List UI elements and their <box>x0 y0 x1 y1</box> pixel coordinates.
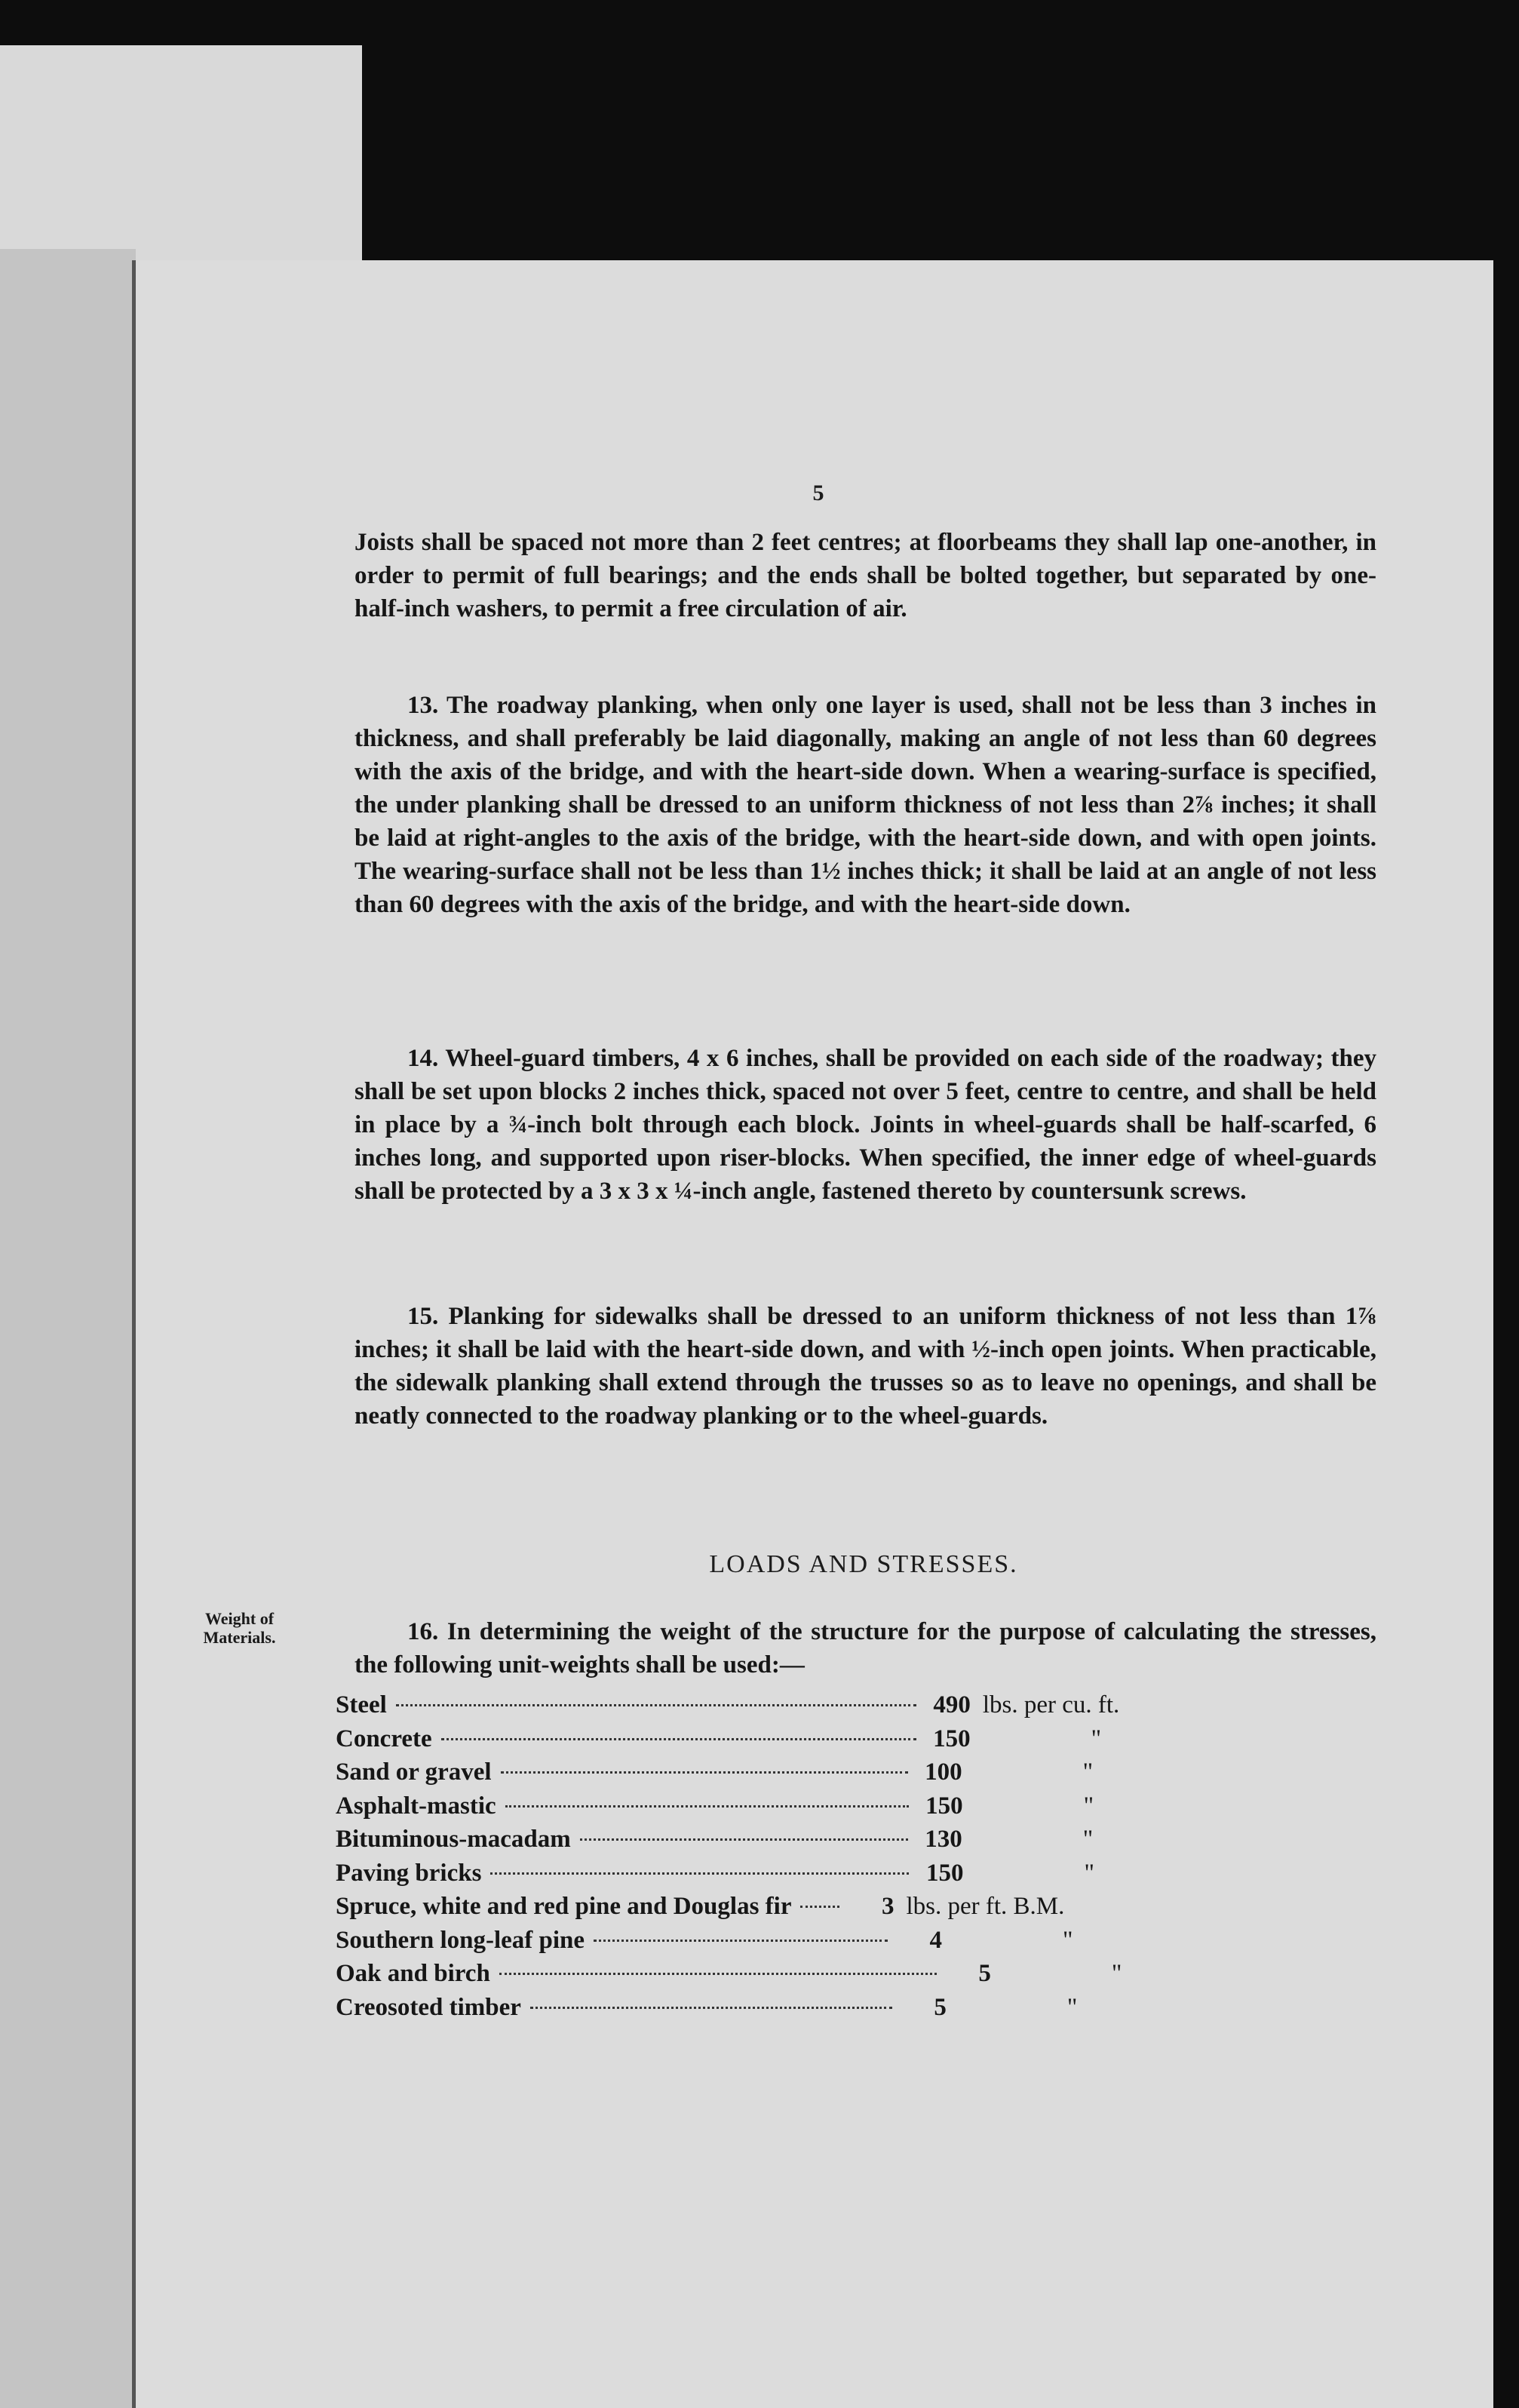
dot-leader <box>396 1704 916 1706</box>
weight-value: 4 <box>929 1926 943 1954</box>
weight-unit: lbs. per ft. B.M. <box>906 1893 1065 1920</box>
dot-leader <box>490 1872 909 1875</box>
weight-name: Bituminous-macadam <box>336 1826 571 1853</box>
ditto-mark: " <box>1082 1758 1094 1786</box>
background-page-edge <box>0 249 136 2408</box>
weight-name: Spruce, white and red pine and Douglas fir <box>336 1893 792 1920</box>
weight-row <box>336 1688 1361 1722</box>
weight-value: 150 <box>925 1859 964 1887</box>
weight-value: 150 <box>933 1725 971 1752</box>
ditto-mark: " <box>1084 1859 1094 1887</box>
dot-leader <box>499 1973 937 1975</box>
ditto-mark: " <box>1066 1993 1078 2021</box>
dot-leader <box>501 1771 908 1774</box>
ditto-mark: " <box>1111 1960 1122 1987</box>
paragraph-14-text: 14. Wheel-guard timbers, 4 x 6 inches, shall be provided on each side of the roadway; they shall be set upon blocks 2 inches thick, spaced not over 5 feet, centre to centre, and shall be held in place by a ¾-inch bolt through each block. Joints in wheel-guards shall be half-scarfed, 6 inches long, and supported upon riser-blocks. When specified, the inner edge of wheel-guards shall be protected by a 3 x 3 x ¼-inch angle, fastened thereto by countersunk screws. <box>354 1045 1376 1205</box>
paragraph-joists <box>354 526 1376 625</box>
paragraph-13 <box>354 689 1376 921</box>
ditto-mark: " <box>1083 1792 1094 1820</box>
weight-unit: lbs. per cu. ft. <box>982 1691 1120 1718</box>
paragraph-16-text: 16. In determining the weight of the structure for the purpose of calculating the stresses, the following unit-weights shall be used:— <box>354 1618 1376 1679</box>
document-page <box>132 260 1493 2408</box>
ditto-mark: " <box>1091 1725 1102 1752</box>
weight-row <box>336 1789 1361 1823</box>
paragraph-15 <box>354 1300 1376 1433</box>
weight-value: 150 <box>925 1792 963 1820</box>
weight-row <box>336 1957 1361 1991</box>
paragraph-16 <box>354 1615 1376 1682</box>
weight-row <box>336 1722 1361 1756</box>
weight-name: Paving bricks <box>336 1859 482 1887</box>
weight-value: 100 <box>925 1758 962 1786</box>
weight-name: Concrete <box>336 1725 432 1752</box>
dot-leader <box>594 1940 888 1942</box>
ditto-mark: " <box>1082 1826 1094 1853</box>
dot-leader <box>580 1838 908 1841</box>
dot-leader <box>505 1805 909 1808</box>
paragraph-joists-text: Joists shall be spaced not more than 2 feet centres; at floorbeams they shall lap one-another, in order to permit of full bearings; and the ends shall be bolted together, but separated by one-half-inch washers, to permit a free circulation of air. <box>354 529 1376 622</box>
weight-name: Southern long-leaf pine <box>336 1926 585 1954</box>
weight-name: Sand or gravel <box>336 1758 492 1786</box>
paragraph-14 <box>354 1042 1376 1208</box>
background-page-top <box>0 45 362 272</box>
dot-leader <box>800 1906 839 1908</box>
section-heading: LOADS AND STRESSES. <box>709 1550 1018 1578</box>
weight-name: Creosoted timber <box>336 1993 521 2021</box>
dot-leader <box>530 2007 892 2009</box>
page-content <box>136 260 1493 2408</box>
weight-value: 490 <box>933 1691 971 1718</box>
weight-row <box>336 1991 1361 2025</box>
weight-row <box>336 1924 1361 1958</box>
weight-value: 5 <box>978 1960 991 1987</box>
weight-row <box>336 1890 1361 1924</box>
weight-row <box>336 1823 1361 1857</box>
ditto-mark: " <box>1063 1926 1073 1954</box>
weight-name: Steel <box>336 1691 387 1718</box>
paragraph-15-text: 15. Planking for sidewalks shall be dressed to an uniform thickness of not less than 1⅞ inches; it shall be laid with the heart-side down, and with ½-inch open joints. When practicable, the sidewalk planking shall extend through the trusses so as to leave no openings, and shall be neatly connected to the roadway planking or to the wheel-guards. <box>354 1303 1376 1430</box>
weight-name: Oak and birch <box>336 1960 490 1987</box>
dot-leader <box>441 1738 916 1740</box>
weight-row <box>336 1857 1361 1890</box>
paragraph-13-text: 13. The roadway planking, when only one layer is used, shall not be less than 3 inches in thickness, and shall preferably be laid diagonally, making an angle of not less than 60 degrees with the axis of the bridge, and with the heart-side down. When a wearing-surface is specified, the under planking shall be dressed to an uniform thickness of not less than 2⅞ inches; it shall be laid at right-angles to the axis of the bridge, with the heart-side down, and with open joints. The wearing-surface shall not be less than 1½ inches thick; it shall be laid at an angle of not less than 60 degrees with the axis of the bridge, and with the heart-side down. <box>354 692 1376 918</box>
weight-name: Asphalt-mastic <box>336 1792 496 1820</box>
weight-value: 130 <box>925 1826 962 1853</box>
weight-value: 3 <box>881 1893 895 1920</box>
weight-value: 5 <box>934 1993 947 2021</box>
unit-weights-table <box>336 1688 1361 2024</box>
margin-note: Weight of Materials. <box>203 1609 276 1647</box>
weight-row <box>336 1755 1361 1789</box>
page-number: 5 <box>812 481 824 505</box>
